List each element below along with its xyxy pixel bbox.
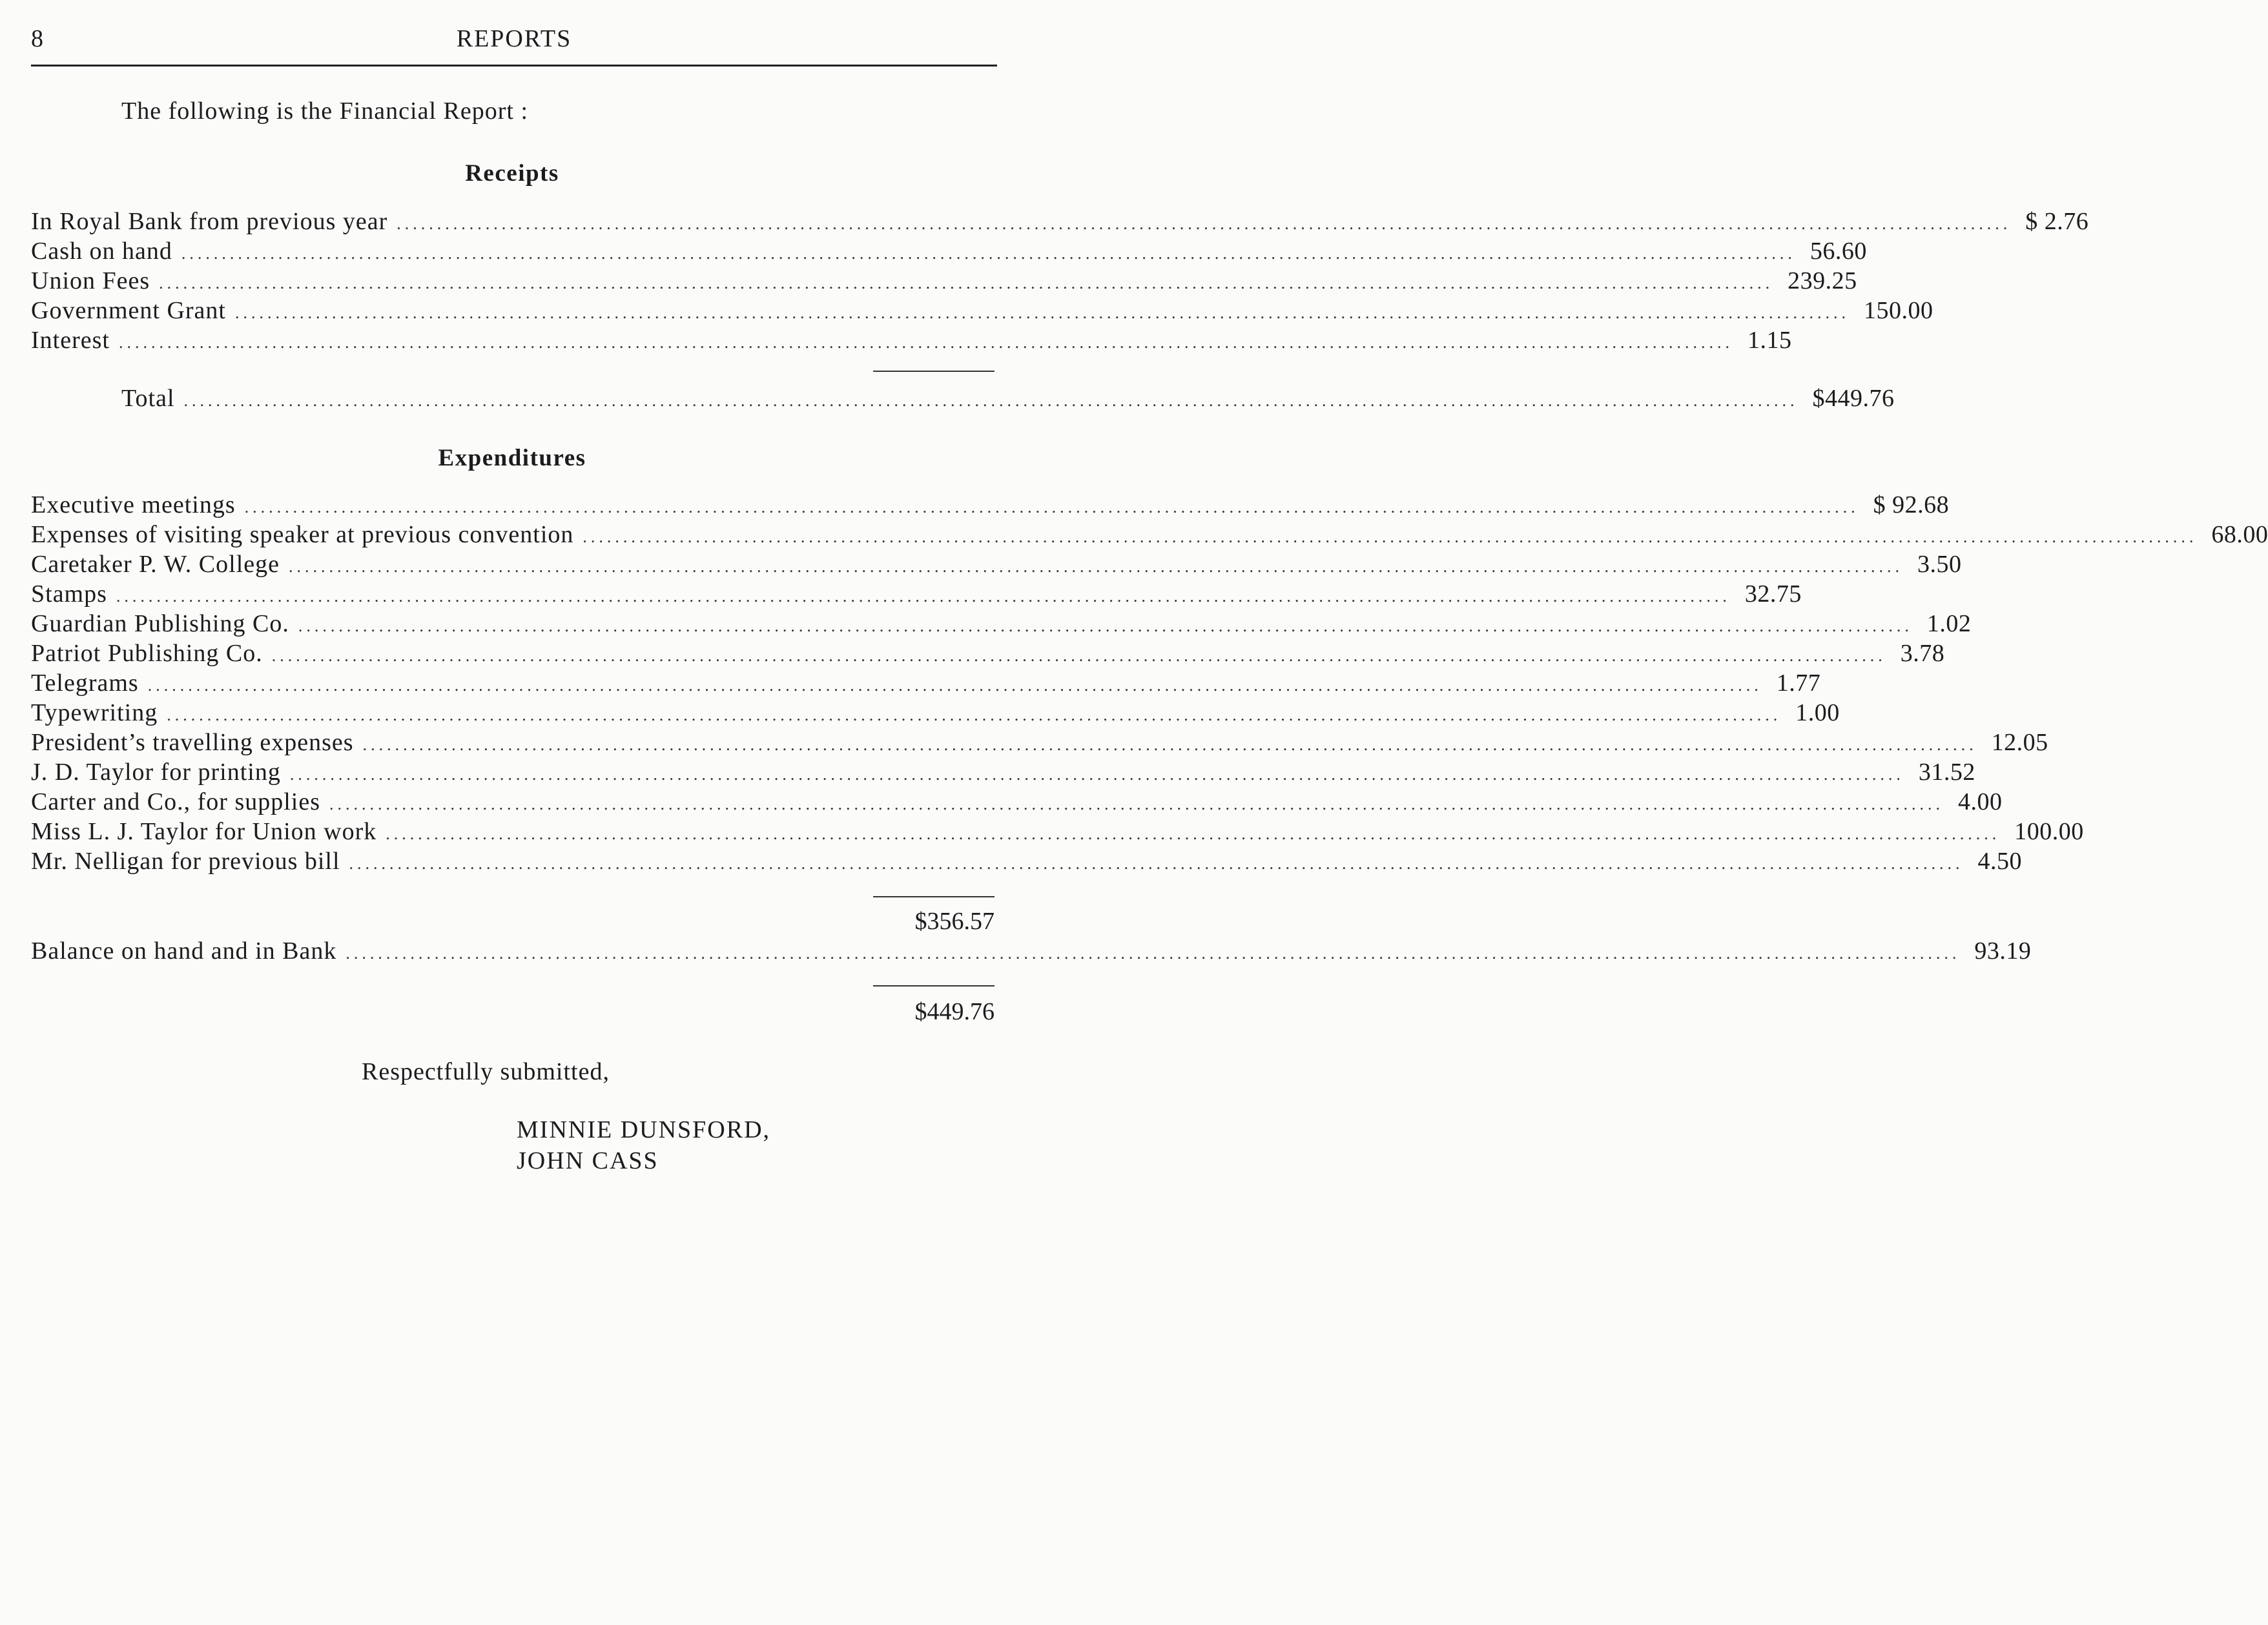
expenditure-label: Guardian Publishing Co. — [31, 610, 289, 637]
balance-row — [31, 936, 2032, 966]
expenditure-amount: 3.50 — [1917, 551, 1962, 578]
expenditure-amount: 12.05 — [1991, 729, 2048, 756]
expenditure-row — [31, 609, 1972, 639]
expenditure-label: J. D. Taylor for printing — [31, 759, 281, 786]
expenditure-amount: $ 92.68 — [1873, 491, 1950, 518]
grand-total: $449.76 — [914, 998, 995, 1025]
receipts-sum-rule — [873, 371, 995, 372]
expenditure-amount: 31.52 — [1918, 759, 1975, 786]
expenditures-subtotal: $356.57 — [914, 908, 995, 935]
expenditure-amount: 1.77 — [1776, 669, 1821, 697]
expenditure-row — [31, 668, 1821, 698]
expenditure-row — [31, 639, 1945, 668]
expenditure-amount: 1.00 — [1795, 699, 1840, 726]
dot-leader: ........................................................................................................................................................................................................ — [234, 303, 1850, 322]
balance-label: Balance on hand and in Bank — [31, 937, 337, 965]
expenditure-label: Mr. Nelligan for previous bill — [31, 848, 340, 875]
expenditure-label: Expenses of visiting speaker at previous convention — [31, 521, 574, 548]
expenditure-amount: 68.00 — [2211, 521, 2268, 548]
receipt-label: Union Fees — [31, 267, 150, 294]
receipts-heading: Receipts — [465, 160, 559, 187]
expenditure-row — [31, 549, 1962, 579]
expenditure-row — [31, 787, 2003, 817]
receipt-row — [31, 266, 1857, 296]
expenditure-label: Typewriting — [31, 699, 158, 726]
receipts-list — [31, 207, 2089, 355]
receipt-label: Interest — [31, 327, 110, 354]
dot-leader: ........................................................................................................................................................................................................ — [181, 244, 1796, 263]
receipt-row — [31, 207, 2089, 236]
receipt-amount: 239.25 — [1788, 267, 1857, 294]
total-row — [31, 383, 1895, 413]
dot-leader: ........................................................................................................................................................................................................ — [329, 795, 1944, 813]
total-amount: $449.76 — [1812, 385, 1895, 412]
receipt-amount: 150.00 — [1863, 297, 1933, 324]
expenditures-heading: Expenditures — [438, 445, 586, 471]
expenditure-label: Stamps — [31, 580, 107, 608]
receipt-amount: 56.60 — [1809, 238, 1867, 265]
balance-section — [31, 936, 2032, 966]
page-header — [31, 25, 997, 50]
expenditures-sum-rule — [873, 896, 995, 897]
expenditure-row — [31, 698, 1840, 728]
page-number: 8 — [31, 25, 43, 52]
receipt-amount: $ 2.76 — [2025, 208, 2089, 235]
dot-leader: ........................................................................................................................................................................................................ — [147, 676, 1762, 695]
balance-amount: 93.19 — [1974, 937, 2032, 965]
expenditure-row — [31, 490, 1950, 520]
running-title: REPORTS — [456, 25, 572, 52]
signer-name: JOHN CASS — [517, 1147, 659, 1174]
dot-leader: ........................................................................................................................................................................................................ — [244, 498, 1859, 516]
final-sum-rule — [873, 985, 995, 986]
expenditure-row — [31, 728, 2048, 757]
dot-leader: ........................................................................................................................................................................................................ — [271, 646, 1886, 665]
dot-leader: ........................................................................................................................................................................................................ — [345, 944, 1961, 963]
expenditure-label: Executive meetings — [31, 491, 236, 518]
receipt-row — [31, 296, 1933, 325]
expenditures-list — [31, 490, 2268, 876]
expenditure-amount: 32.75 — [1744, 580, 1802, 608]
closing-line: Respectfully submitted, — [362, 1058, 610, 1085]
expenditure-row — [31, 846, 2023, 876]
expenditure-amount: 100.00 — [2014, 818, 2084, 845]
expenditure-row — [31, 817, 2084, 846]
expenditure-label: President’s travelling expenses — [31, 729, 354, 756]
dot-leader: ........................................................................................................................................................................................................ — [386, 824, 2001, 843]
expenditure-label: Patriot Publishing Co. — [31, 640, 263, 667]
dot-leader: ........................................................................................................................................................................................................ — [167, 706, 1782, 724]
dot-leader: ........................................................................................................................................................................................................ — [116, 587, 1731, 606]
header-rule — [31, 65, 997, 66]
signer-name: MINNIE DUNSFORD, — [517, 1116, 771, 1143]
dot-leader: ........................................................................................................................................................................................................ — [362, 735, 1977, 754]
intro-text: The following is the Financial Report : — [121, 97, 529, 125]
dot-leader: ........................................................................................................................................................................................................ — [298, 617, 1913, 635]
receipt-row — [31, 325, 1792, 355]
dot-leader: ........................................................................................................................................................................................................ — [349, 854, 1964, 873]
receipt-row — [31, 236, 1867, 266]
dot-leader: ........................................................................................................................................................................................................ — [183, 391, 1799, 410]
total-label: Total — [121, 385, 175, 412]
dot-leader: ........................................................................................................................................................................................................ — [582, 527, 2198, 546]
expenditure-label: Caretaker P. W. College — [31, 551, 280, 578]
dot-leader: ........................................................................................................................................................................................................ — [288, 557, 1903, 576]
expenditure-amount: 1.02 — [1926, 610, 1972, 637]
dot-leader: ........................................................................................................................................................................................................ — [118, 333, 1733, 352]
receipt-amount: 1.15 — [1747, 327, 1792, 354]
expenditure-amount: 4.50 — [1977, 848, 2023, 875]
expenditure-label: Miss L. J. Taylor for Union work — [31, 818, 377, 845]
expenditure-row — [31, 757, 1975, 787]
expenditure-row — [31, 579, 1802, 609]
receipt-label: Government Grant — [31, 297, 226, 324]
expenditure-label: Carter and Co., for supplies — [31, 788, 321, 815]
expenditure-label: Telegrams — [31, 669, 139, 697]
receipt-label: Cash on hand — [31, 238, 172, 265]
receipt-label: In Royal Bank from previous year — [31, 208, 388, 235]
expenditure-row — [31, 520, 2268, 549]
dot-leader: ........................................................................................................................................................................................................ — [159, 274, 1774, 292]
expenditure-amount: 3.78 — [1900, 640, 1945, 667]
dot-leader: ........................................................................................................................................................................................................ — [289, 765, 1904, 784]
expenditure-amount: 4.00 — [1958, 788, 2003, 815]
receipts-total — [31, 383, 1895, 413]
dot-leader: ........................................................................................................................................................................................................ — [397, 214, 2012, 233]
